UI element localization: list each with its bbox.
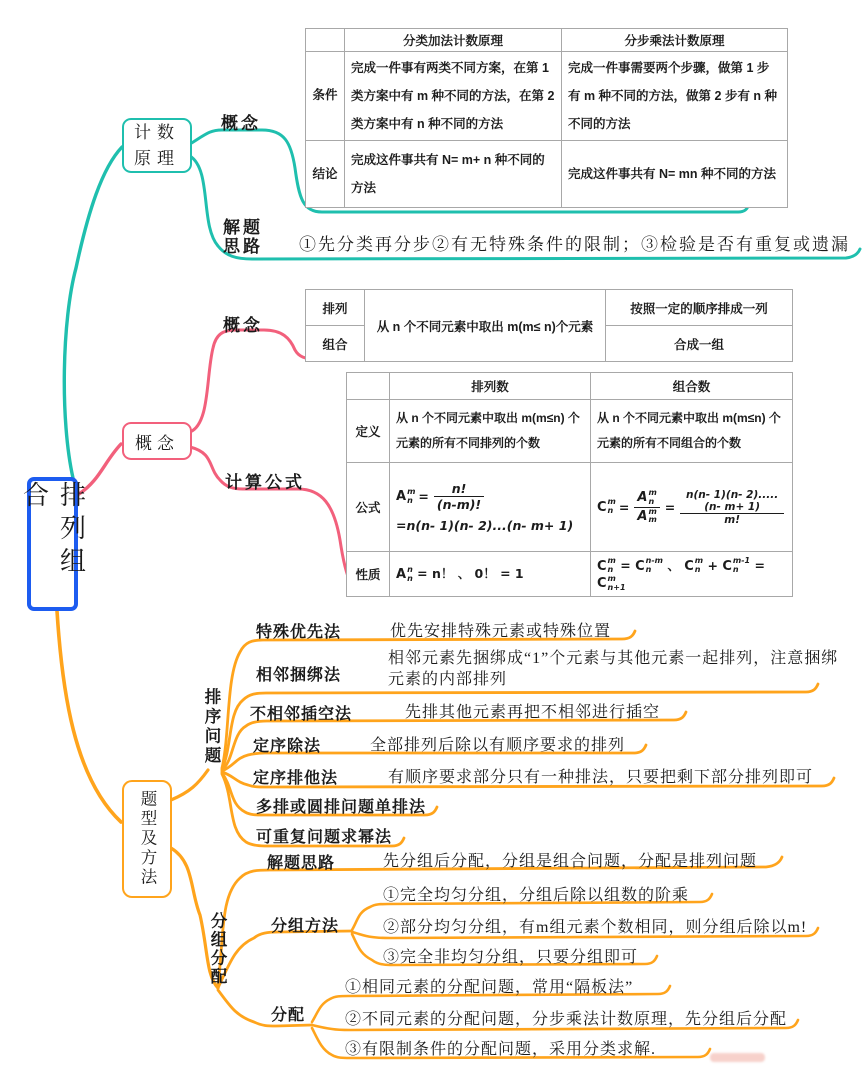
column-header: 分步乘法计数原理 <box>562 29 788 52</box>
row-header: 条件 <box>306 52 345 141</box>
table-row <box>347 400 793 463</box>
text-assign-item-3: ③有限制条件的分配问题，采用分类求解. <box>345 1041 657 1058</box>
node-concept-label: 概念 <box>135 433 179 453</box>
table-row <box>306 141 788 208</box>
text-fixed-order-division: 全部排列后除以有顺序要求的排列 <box>370 737 626 754</box>
root-label: 排列组合 <box>19 481 86 580</box>
comb-prop-token: C m-1 n <box>722 556 751 575</box>
comb-symbol: C m n <box>597 497 616 515</box>
comb-properties-cell: C m n = C n-m n 、 C m n + C m-1 n = C m n+1 <box>591 552 793 597</box>
label-sorting-problems: 排序问题 <box>202 688 221 766</box>
label-special-priority: 特殊优先法 <box>256 624 342 641</box>
column-header: 分类加法计数原理 <box>345 29 562 52</box>
text-adjacent-bundle: 相邻元素先捆绑成“1”个元素与其他元素一起排列，注意捆绑元素的内部排列 <box>388 650 839 688</box>
row-header: 性质 <box>347 552 390 597</box>
perm-properties-cell: A n n = n！ 、 0！ = 1 <box>390 552 591 597</box>
table-cell: 按照一定的顺序排成一列 <box>606 290 793 326</box>
table-cell-shared: 从 n 个不同元素中取出 m(m≤ n)个元素 <box>365 290 606 362</box>
comb-prop-token: C m n <box>684 556 704 575</box>
text-fixed-order-exclusion: 有顺序要求部分只有一种排法，只要把剩下部分排列即可 <box>388 769 814 786</box>
table-row <box>347 373 793 400</box>
permutation-formula-cell: A m n = $\frac{n!}{(n-m)!}$ =n(n- 1)(n- 2)...(n- m+ 1) <box>390 463 591 552</box>
label-calc-formula: 计算公式 <box>225 473 305 492</box>
table-cell: 从 n 个不同元素中取出 m(m≤n) 个元素的所有不同排列的个数 <box>390 400 591 463</box>
text-group-item-3: ③完全非均匀分组，只要分组即可 <box>383 949 639 966</box>
comb-prop-token: C n-m n <box>635 556 663 575</box>
label-counting-solving: 解题思路 <box>223 218 263 256</box>
fraction: $\frac{n!}{(n-m)!}$ <box>434 481 484 512</box>
connector-root-methods <box>57 611 121 822</box>
row-header: 定义 <box>347 400 390 463</box>
label-repeatable-power: 可重复问题求幂法 <box>256 829 393 846</box>
combination-formula-cell: C m n = A m n A m m = $\frac{n(n- 1)(n- 2).....(n- m+ 1)}{m!}$ <box>591 463 793 552</box>
comb-prop-token: C m n <box>597 556 616 575</box>
node-counting-principle <box>122 118 192 173</box>
text-special-priority: 优先安排特殊元素或特殊位置 <box>390 623 612 640</box>
text-group-item-2: ②部分均匀分组，有m组元素个数相同，则分组后除以m! <box>383 919 808 936</box>
connector-sorting-item1 <box>222 684 818 769</box>
table-cell: 完成这件事共有 N= mn 种不同的方法 <box>562 141 788 208</box>
table-row <box>306 29 788 52</box>
table-row <box>306 290 793 326</box>
label-fixed-order-division: 定序除法 <box>253 738 322 755</box>
table-row <box>347 552 793 597</box>
table-row <box>347 463 793 552</box>
row-header: 结论 <box>306 141 345 208</box>
label-multi-row-circle: 多排或圆排问题单排法 <box>256 799 427 816</box>
connector-root-counting <box>64 147 122 478</box>
label-counting-concept: 概念 <box>221 114 261 133</box>
corner-cell <box>347 373 390 400</box>
connector-methods-sorting <box>171 770 208 800</box>
connector-grouping-groupmethod <box>218 931 352 988</box>
comb-prop-token: C m n+1 <box>597 573 626 592</box>
label-grouping-solving: 解题思路 <box>267 855 336 872</box>
label-concept-def: 概念 <box>223 316 263 335</box>
label-adjacent-bundle: 相邻捆绑法 <box>256 667 342 684</box>
table-cell: 完成这件事共有 N= m+ n 种不同的方法 <box>345 141 562 208</box>
table-row <box>306 52 788 141</box>
corner-cell <box>306 29 345 52</box>
table-cell: 合成一组 <box>606 326 793 362</box>
root-node <box>19 477 86 611</box>
label-nonadjacent-insert: 不相邻插空法 <box>250 706 353 723</box>
row-header: 组合 <box>306 326 365 362</box>
row-header: 排列 <box>306 290 365 326</box>
column-header: 组合数 <box>591 373 793 400</box>
perm-prop-symbol: A n n <box>396 565 413 583</box>
table-cell: 从 n 个不同元素中取出 m(m≤n) 个元素的所有不同组合的个数 <box>591 400 793 463</box>
text-nonadjacent-insert: 先排其他元素再把不相邻进行插空 <box>405 704 661 721</box>
counting-table <box>305 28 788 208</box>
fraction: A m n A m m <box>634 489 659 525</box>
text-grouping-solving: 先分组后分配，分组是组合问题，分配是排列问题 <box>383 853 758 870</box>
label-grouping-method: 分组方法 <box>271 918 340 935</box>
label-grouping-distribution: 分组分配 <box>208 912 227 986</box>
text-assign-item-1: ①相同元素的分配问题，常用“隔板法” <box>345 979 634 996</box>
node-concept <box>122 422 192 460</box>
label-fixed-order-exclusion: 定序排他法 <box>253 770 339 787</box>
fraction: $\frac{n(n- 1)(n- 2).....(n- m+ 1)}{m!}$ <box>680 489 784 526</box>
table-cell: 完成一件事有两类不同方案，在第 1 类方案中有 m 种不同的方法，在第 2 类方案中有 n 种不同的方法 <box>345 52 562 141</box>
table-cell: 完成一件事需要两个步骤，做第 1 步有 m 种不同的方法，做第 2 步有 n 种不同的方法 <box>562 52 788 141</box>
node-problem-types-label: 题型及方法 <box>138 790 157 888</box>
text-assign-item-2: ②不同元素的分配问题，分步乘法计数原理，先分组后分配 <box>345 1011 788 1028</box>
perm-formula-expanded: =n(n- 1)(n- 2)...(n- m+ 1) <box>396 518 574 533</box>
row-header: 公式 <box>347 463 390 552</box>
column-header: 排列数 <box>390 373 591 400</box>
label-distribution: 分配 <box>271 1007 306 1024</box>
counting-solving-text: ①先分类再分步②有无特殊条件的限制；③检验是否有重复或遗漏 <box>299 235 850 254</box>
node-counting-principle-label: 计数原理 <box>134 123 180 168</box>
perm-symbol: A m n <box>396 486 416 505</box>
watermark-remnant <box>710 1053 765 1062</box>
formula-table <box>346 372 793 597</box>
node-problem-types <box>122 780 172 898</box>
text-group-item-1: ①完全均匀分组，分组后除以组数的阶乘 <box>383 887 690 904</box>
definition-table <box>305 289 793 362</box>
